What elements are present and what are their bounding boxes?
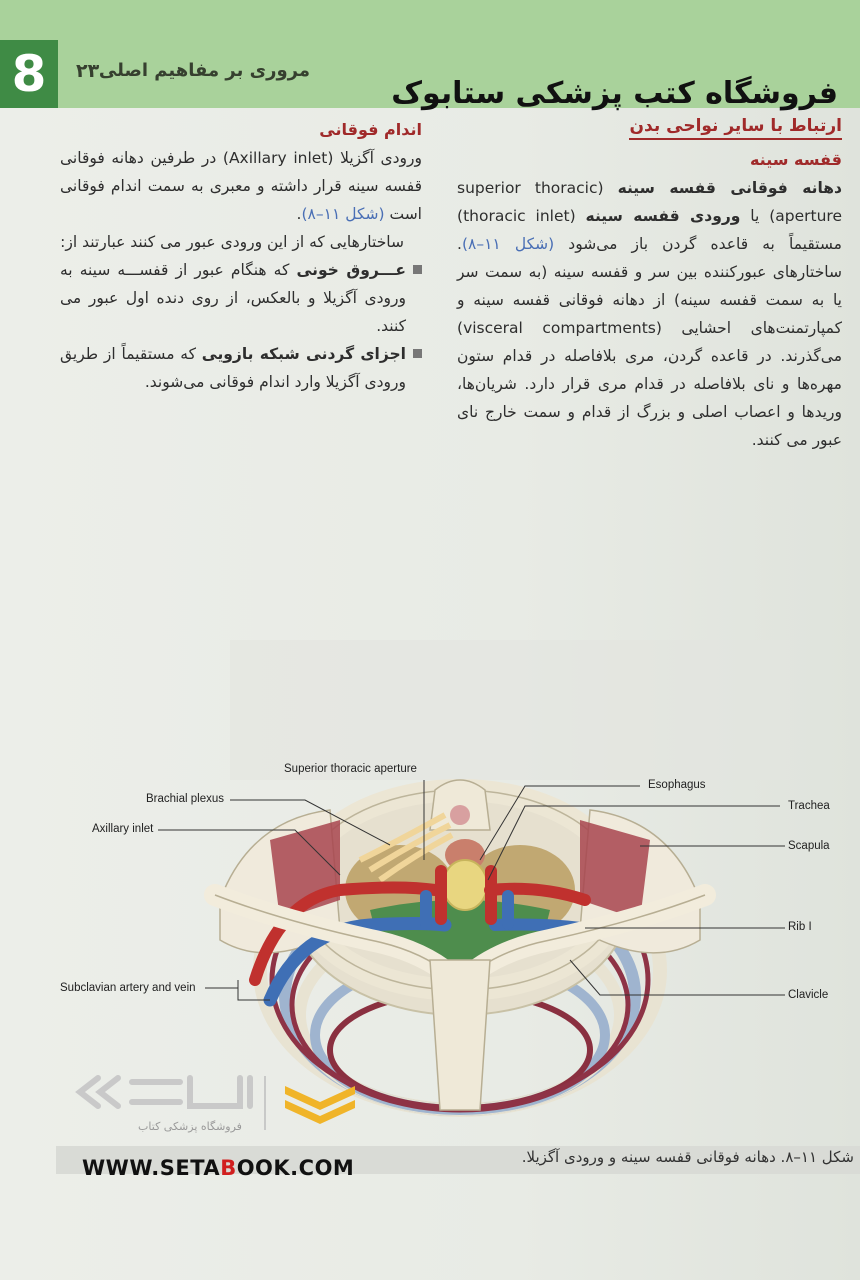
label-esophagus: Esophagus bbox=[648, 779, 706, 791]
paragraph-thorax bbox=[457, 174, 842, 454]
setabook-logo bbox=[70, 1068, 370, 1138]
page-number: ۲۳ bbox=[76, 60, 100, 82]
label-subclavian-artery-vein: Subclavian artery and vein bbox=[60, 982, 196, 994]
store-watermark: فروشگاه کتب پزشکی ستابوک bbox=[391, 76, 838, 111]
paragraph-axillary bbox=[60, 144, 422, 228]
figure-reference[interactable]: (شکل ۱۱–۸) bbox=[461, 235, 555, 253]
logo-text: فروشگاه پزشکی کتاب bbox=[138, 1120, 242, 1133]
text-run: ورودی آگزیلا (Axillary inlet) در طرفین دهانه فوقانی قفسه سینه قرار داشته و معبری به سمت اندام فوقانی است bbox=[60, 149, 422, 223]
section-title: ارتباط با سایر نواحی بدن bbox=[629, 114, 842, 140]
text-run: . bbox=[296, 205, 302, 223]
chapter-title: مروری بر مفاهیم اصلی bbox=[98, 60, 310, 81]
bullet-text: که مستقیماً از طریق ورودی آگزیلا وارد اندام فوقانی می‌شوند. bbox=[60, 345, 406, 391]
figure-reference[interactable]: (شکل ۱۱–۸) bbox=[301, 205, 385, 223]
label-rib-i: Rib I bbox=[788, 921, 812, 933]
term-superior-aperture: دهانه فوقانی قفسه سینه bbox=[617, 179, 842, 197]
text-run: (thoracic inlet) مستقیماً به قاعده گردن باز می‌شود bbox=[457, 207, 842, 253]
url-part-red: B bbox=[220, 1156, 237, 1180]
figure-caption: شکل ۱۱–۸. دهانه فوقانی قفسه سینه و ورودی آگزیلا. bbox=[521, 1148, 854, 1166]
subsection-title: قفسه سینه bbox=[749, 150, 842, 169]
text-run: . ساختارهای عبورکننده بین سر و قفسه سینه (به سمت سر یا به سمت قفسه سینه) از دهانه فوقانی قفسه سینه و کمپارتمنت‌های احشایی (visceral compartments) می‌گذرند. در قاعده گردن، مری بلافاصله در قدام ستون مهره‌ها و نای بلافاصله در قدام مری قرار دارد. شریان‌ها، وریدها و اعصاب اصلی و بزرگ از قدام و سمت خارج نای عبور می کنند. bbox=[457, 235, 842, 449]
term-thoracic-inlet: ورودی قفسه سینه bbox=[585, 207, 741, 225]
bullet-blood-vessels bbox=[60, 256, 422, 340]
label-brachial-plexus: Brachial plexus bbox=[146, 793, 224, 805]
label-superior-thoracic-aperture: Superior thoracic aperture bbox=[284, 763, 417, 775]
right-column bbox=[457, 112, 842, 454]
bullet-text: که هنگام عبور از قفســـه سینه به ورودی آگزیلا و بالعکس، از روی دنده اول عبور می کنند. bbox=[60, 261, 406, 335]
chapter-number-tab: 8 bbox=[0, 40, 58, 108]
site-url[interactable] bbox=[82, 1156, 354, 1180]
bullet-brachial-plexus bbox=[60, 340, 422, 396]
url-part: OOK.COM bbox=[236, 1156, 355, 1180]
label-clavicle: Clavicle bbox=[788, 989, 829, 1001]
label-axillary-inlet: Axillary inlet bbox=[92, 823, 154, 835]
thoracic-aperture-illustration bbox=[40, 640, 840, 1120]
paragraph-structures: ساختارهایی که از این ورودی عبور می کنند عبارتند از: bbox=[60, 233, 404, 251]
anatomy-figure bbox=[40, 640, 840, 1120]
upper-limb-title: اندام فوقانی bbox=[319, 120, 422, 139]
bullet-term: اجزای گردنی شبکه بازویی bbox=[201, 345, 406, 363]
label-trachea: Trachea bbox=[788, 800, 830, 812]
bullet-term: عـــروق خونی bbox=[296, 261, 407, 279]
text-run: (superior thoracic aperture) یا bbox=[457, 179, 842, 225]
left-column bbox=[60, 116, 422, 396]
label-scapula: Scapula bbox=[788, 840, 830, 852]
url-part: WWW.SETA bbox=[82, 1156, 221, 1180]
